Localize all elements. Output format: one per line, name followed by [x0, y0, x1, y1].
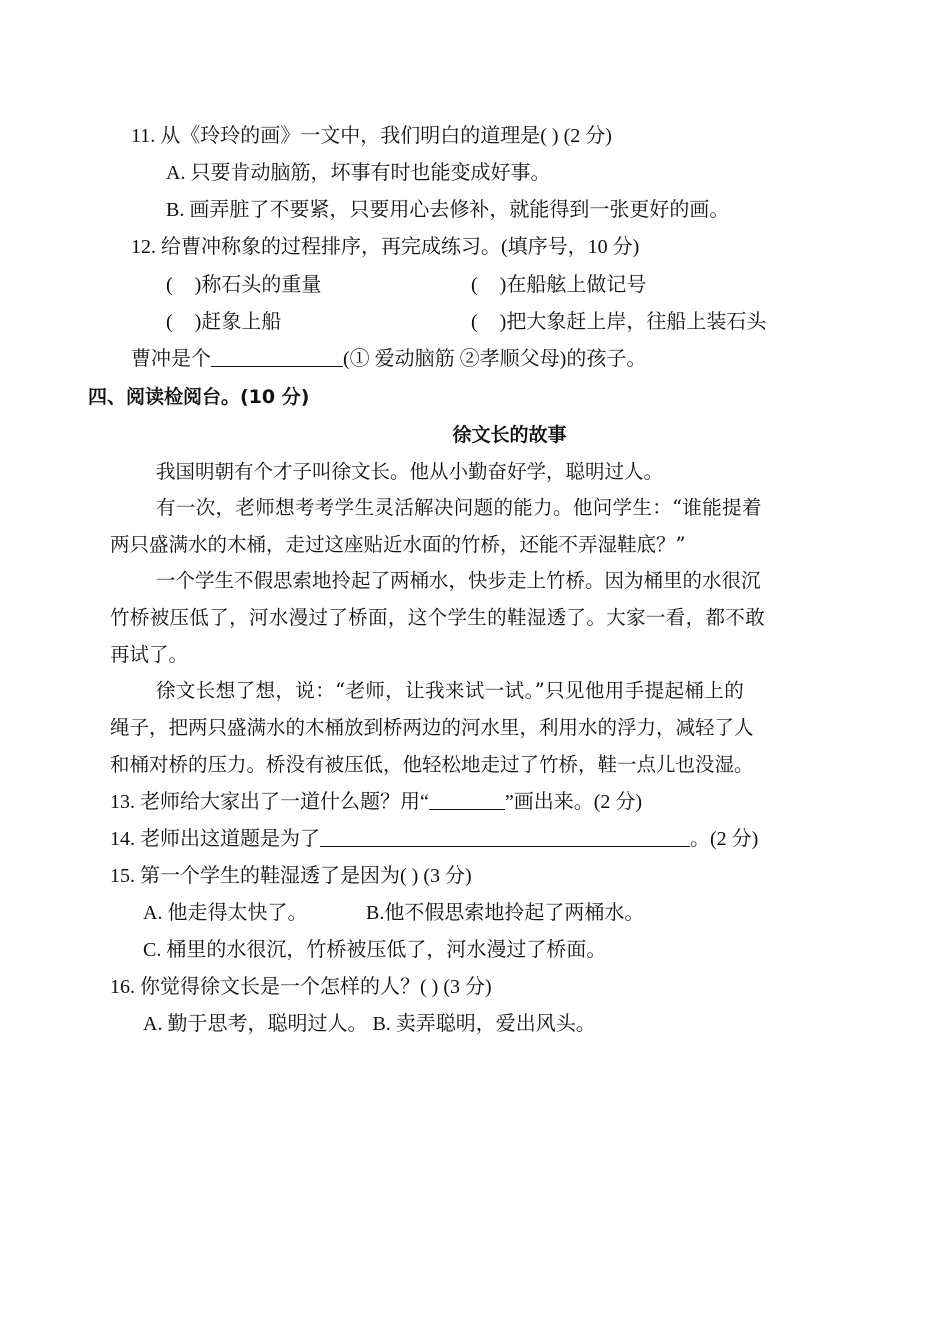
- answer-blank[interactable]: [320, 826, 690, 847]
- question-13-suffix: ”画出来。(2 分): [504, 791, 643, 813]
- story-paragraph: 竹桥被压低了，河水漫过了桥面，这个学生的鞋湿透了。大家一看，都不敢: [110, 606, 766, 629]
- ordering-item-2-text: 在船舷上做记号: [506, 274, 647, 296]
- question-16-stem: 16. 你觉得徐文长是一个怎样的人？( ) (3 分): [110, 976, 492, 998]
- question-12-conclusion: [131, 345, 646, 373]
- answer-blank[interactable]: [211, 346, 343, 367]
- story-title: 徐文长的故事: [452, 424, 567, 446]
- ordering-item-4-text: 把大象赶上岸，往船上装石头: [506, 311, 767, 333]
- conclusion-prefix: 曹冲是个: [131, 348, 211, 370]
- question-16-option-a: A. 勤于思考，聪明过人。: [143, 1013, 368, 1035]
- question-12-stem: 12. 给曹冲称象的过程排序，再完成练习。(填序号，10 分): [131, 236, 640, 258]
- question-14: [110, 825, 758, 853]
- ordering-item-2: ( )在船舷上做记号: [471, 274, 647, 296]
- question-15-option-c: C. 桶里的水很沉，竹桥被压低了，河水漫过了桥面。: [143, 939, 607, 961]
- question-15-option-b: B.他不假思索地拎起了两桶水。: [366, 902, 645, 924]
- question-14-suffix: 。(2 分): [690, 828, 759, 850]
- question-16-options: [143, 1010, 596, 1038]
- conclusion-suffix: (① 爱动脑筋 ②孝顺父母)的孩子。: [343, 348, 647, 370]
- question-11-option-b: B. 画弄脏了不要紧，只要用心去修补，就能得到一张更好的画。: [166, 199, 730, 221]
- story-paragraph: 我国明朝有个才子叫徐文长。他从小勤奋好学，聪明过人。: [156, 460, 664, 483]
- story-paragraph: 绳子，把两只盛满水的木桶放到桥两边的河水里，利用水的浮力，减轻了人: [110, 716, 754, 739]
- story-paragraph: 徐文长想了想，说：“老师，让我来试一试。”只见他用手提起桶上的: [156, 679, 745, 702]
- ordering-item-1-text: 称石头的重量: [201, 274, 322, 296]
- question-15-option-a: A. 他走得太快了。: [143, 902, 308, 924]
- question-13: [110, 788, 642, 816]
- story-paragraph: 有一次，老师想考考学生灵活解决问题的能力。他问学生：“谁能提着: [156, 496, 762, 519]
- story-paragraph: 和桶对桥的压力。桥没有被压低，他轻松地走过了竹桥，鞋一点儿也没湿。: [110, 753, 754, 776]
- question-13-prefix: 13. 老师给大家出了一道什么题？用“: [110, 791, 429, 813]
- question-16-option-b: B. 卖弄聪明，爱出风头。: [372, 1013, 596, 1035]
- ordering-item-4: ( )把大象赶上岸，往船上装石头: [471, 311, 767, 333]
- ordering-item-3: ( )赶象上船: [166, 311, 282, 333]
- story-paragraph: 两只盛满水的木桶，走过这座贴近水面的竹桥，还能不弄湿鞋底？”: [110, 533, 686, 556]
- ordering-item-1: ( )称石头的重量: [166, 274, 322, 296]
- story-paragraph: 再试了。: [110, 643, 189, 666]
- section-heading: 四、阅读检阅台。(10 分): [88, 386, 310, 408]
- question-14-prefix: 14. 老师出这道题是为了: [110, 828, 320, 850]
- question-15-stem: 15. 第一个学生的鞋湿透了是因为( ) (3 分): [110, 865, 472, 887]
- question-11-option-a: A. 只要肯动脑筋，坏事有时也能变成好事。: [166, 162, 551, 184]
- story-paragraph: 一个学生不假思索地拎起了两桶水，快步走上竹桥。因为桶里的水很沉: [156, 569, 761, 592]
- answer-blank[interactable]: [429, 789, 505, 810]
- question-11-stem: 11. 从《玲玲的画》一文中，我们明白的道理是( ) (2 分): [131, 125, 612, 147]
- ordering-item-3-text: 赶象上船: [201, 311, 282, 333]
